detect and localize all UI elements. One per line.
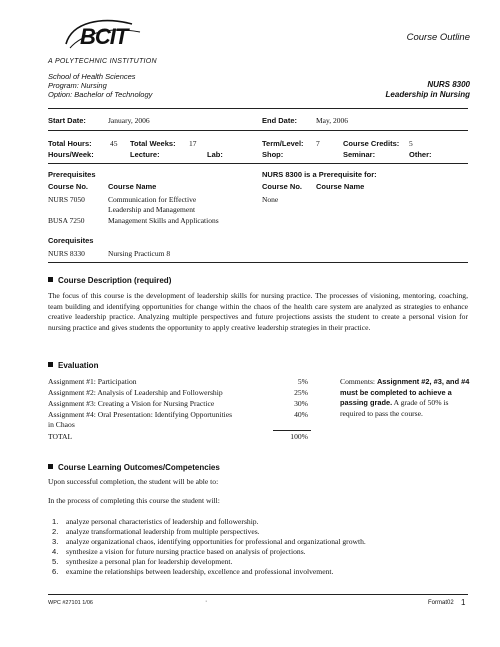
footer-divider bbox=[48, 594, 468, 595]
seminar-label: Seminar: bbox=[343, 150, 376, 159]
list-item: 1. analyze personal characteristics of leadership and followership. bbox=[52, 517, 259, 526]
total-hours-value: 45 bbox=[110, 139, 118, 148]
logo-text: BCIT bbox=[80, 24, 128, 49]
coreq-no: NURS 8330 bbox=[48, 249, 85, 258]
total-hours-label: Total Hours: bbox=[48, 139, 92, 148]
eval-item-4-cont: in Chaos bbox=[48, 420, 75, 429]
shop-label: Shop: bbox=[262, 150, 284, 159]
course-code: NURS 8300 bbox=[427, 80, 470, 89]
end-date-label: End Date: bbox=[262, 116, 298, 125]
prereq-2-name: Management Skills and Applications bbox=[108, 216, 219, 225]
eval-item-4-pct: 40% bbox=[294, 410, 308, 419]
lab-label: Lab: bbox=[207, 150, 223, 159]
square-bullet-icon bbox=[48, 277, 53, 282]
eval-item-1-pct: 5% bbox=[297, 377, 308, 386]
square-bullet-icon bbox=[48, 362, 53, 367]
eval-item-2-pct: 25% bbox=[294, 388, 308, 397]
divider bbox=[48, 262, 468, 263]
list-item: 2. analyze transformational leadership from multiple perspectives. bbox=[52, 527, 260, 536]
comments-prefix: Comments: bbox=[340, 377, 376, 386]
list-item: 6. examine the relationships between leadership, excellence and professional involvement. bbox=[52, 567, 334, 576]
other-label: Other: bbox=[409, 150, 432, 159]
list-item: 5. synthesize a personal plan for leadership development. bbox=[52, 557, 233, 566]
footer-right: Format02 bbox=[428, 600, 454, 606]
program: Program: Nursing bbox=[48, 81, 107, 90]
course-title: Leadership in Nursing bbox=[385, 90, 470, 99]
outcomes-heading bbox=[48, 463, 220, 472]
prerequisites-heading: Prerequisites bbox=[48, 170, 96, 179]
end-date-value: May, 2006 bbox=[316, 116, 349, 125]
coreq-name: Nursing Practicum 8 bbox=[108, 249, 171, 258]
is-prereq-heading: NURS 8300 is a Prerequisite for: bbox=[262, 170, 377, 179]
page-number: 1 bbox=[461, 598, 466, 607]
bcit-logo bbox=[62, 14, 144, 54]
school: School of Health Sciences bbox=[48, 72, 136, 81]
prereq-1-name-cont: Leadership and Management bbox=[108, 205, 196, 214]
prereq-1-name: Communication for Effective bbox=[108, 195, 197, 204]
square-bullet-icon bbox=[48, 464, 53, 469]
total-rule bbox=[273, 430, 311, 431]
divider bbox=[48, 108, 468, 109]
eval-item-3-pct: 30% bbox=[294, 399, 308, 408]
eval-item-3: Assignment #3: Creating a Vision for Nursing Practice bbox=[48, 399, 215, 408]
hours-week-label: Hours/Week: bbox=[48, 150, 94, 159]
outcomes-intro-1: Upon successful completion, the student will be able to: bbox=[48, 477, 219, 486]
prereq-1-no: NURS 7050 bbox=[48, 195, 85, 204]
comments-rest: A grade of 50% is required to pass the course. bbox=[340, 398, 449, 418]
start-date-label: Start Date: bbox=[48, 116, 86, 125]
comments-bold: Assignment #2, #3, and #4 must be completed to achieve a passing grade. bbox=[340, 377, 470, 408]
credits-value: 5 bbox=[409, 139, 413, 148]
evaluation-heading bbox=[48, 361, 98, 370]
description-text: The focus of this course is the development of leadership skills for nursing practice. The processes of visioning, mentoring, coaching, team building and identifying opportunities for change within the chaos of the health care system are analyzed as strategies to enhance creative leadership practice. Analyzing multiple perspectives and future projections assists the student to create a personal vision for nursing practice and gives students the opportunity to apply creative leadership strategies in their practice. bbox=[48, 291, 468, 332]
is-prereq-col-name: Course Name bbox=[316, 182, 365, 191]
prereq-2-no: BUSA 7250 bbox=[48, 216, 85, 225]
option: Option: Bachelor of Technology bbox=[48, 90, 153, 99]
prereq-col-name: Course Name bbox=[108, 182, 157, 191]
total-weeks-value: 17 bbox=[189, 139, 197, 148]
term-value: 7 bbox=[316, 139, 320, 148]
outcomes-intro-2: In the process of completing this course the student will: bbox=[48, 496, 220, 505]
footer-center: · bbox=[205, 598, 208, 605]
footer-left: WPC #27101 1/06 bbox=[48, 600, 93, 606]
total-weeks-label: Total Weeks: bbox=[130, 139, 176, 148]
divider bbox=[48, 163, 468, 164]
outcomes-list bbox=[52, 517, 472, 577]
corequisites-heading: Corequisites bbox=[48, 236, 94, 245]
institution-tagline: A POLYTECHNIC INSTITUTION bbox=[48, 58, 157, 65]
eval-total-value: 100% bbox=[290, 432, 308, 441]
list-item: 4. synthesize a vision for future nursing practice based on analysis of projections. bbox=[52, 547, 306, 556]
list-item: 3. analyze organizational chaos, identifying opportunities for professional and organizational growth. bbox=[52, 537, 366, 546]
description-heading bbox=[48, 276, 171, 285]
is-prereq-value: None bbox=[262, 195, 279, 204]
evaluation-comments bbox=[340, 377, 470, 419]
divider bbox=[48, 130, 468, 131]
is-prereq-col-no: Course No. bbox=[262, 182, 303, 191]
prereq-col-no: Course No. bbox=[48, 182, 89, 191]
description-heading-text: Course Description (required) bbox=[58, 276, 172, 285]
evaluation-heading-text: Evaluation bbox=[58, 361, 99, 370]
eval-item-4: Assignment #4: Oral Presentation: Identifying Opportunities bbox=[48, 410, 233, 419]
eval-item-1: Assignment #1: Participation bbox=[48, 377, 137, 386]
outcomes-heading-text: Course Learning Outcomes/Competencies bbox=[58, 463, 220, 472]
eval-item-2: Assignment #2: Analysis of Leadership and Followership bbox=[48, 388, 223, 397]
lecture-label: Lecture: bbox=[130, 150, 160, 159]
eval-total-label: TOTAL bbox=[48, 432, 73, 441]
credits-label: Course Credits: bbox=[343, 139, 400, 148]
term-label: Term/Level: bbox=[262, 139, 304, 148]
start-date-value: January, 2006 bbox=[108, 116, 150, 125]
doc-type: Course Outline bbox=[406, 32, 470, 43]
